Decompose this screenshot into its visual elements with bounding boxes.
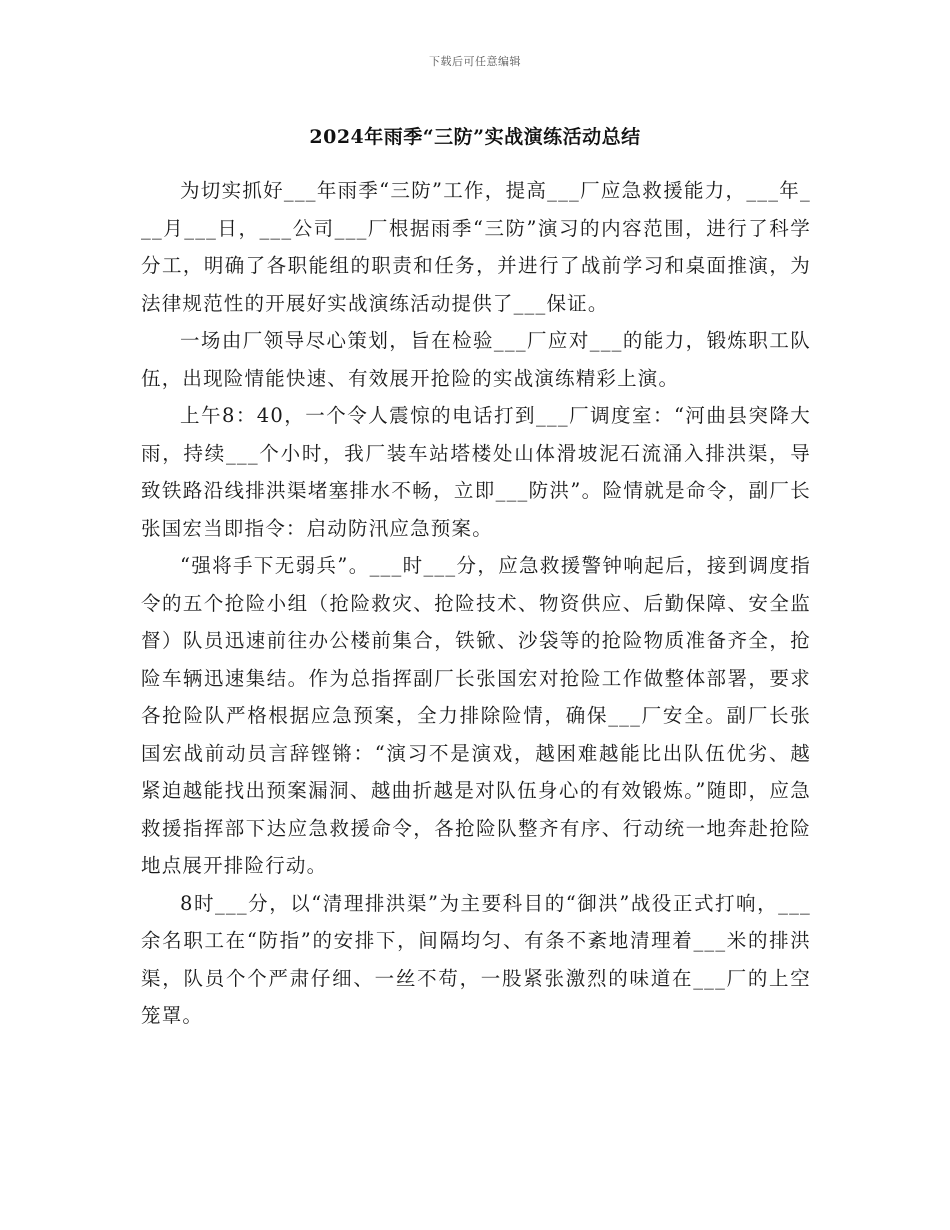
paragraph-1: 为切实抓好___年雨季“三防”工作，提高___厂应急救援能力，___年___月___日，___公司___厂根据雨季“三防”演习的内容范围，进行了科学分工，明确了各职能组的职责和任务，并进行了战前学习和桌面推演，为法律规范性的开展好实战演练活动提供了___保证。 — [141, 179, 811, 315]
paragraph-4: “强将手下无弱兵”。___时___分，应急救援警钟响起后，接到调度指令的五个抢险小组（抢险救灾、抢险技术、物资供应、后勤保障、安全监督）队员迅速前往办公楼前集合，铁锨、沙袋等的抢险物质准备齐全，抢险车辆迅速集结。作为总指挥副厂长张国宏对抢险工作做整体部署，要求各抢险队严格根据应急预案，全力排除险情，确保___厂安全。副厂长张国宏战前动员言辞铿锵：“演习不是演戏，越困难越能比出队伍优劣、越紧迫越能找出预案漏洞、越曲折越是对队伍身心的有效锻炼。”随即，应急救援指挥部下达应急救援命令，各抢险队整齐有序、行动统一地奔赴抢险地点展开排险行动。 — [141, 554, 811, 877]
paragraph-3: 上午8：40，一个令人震惊的电话打到___厂调度室：“河曲县突降大雨，持续___个小时，我厂装车站塔楼处山体滑坡泥石流涌入排洪渠，导致铁路沿线排洪渠堵塞排水不畅，立即___防洪”。险情就是命令，副厂长张国宏当即指令：启动防汛应急预案。 — [141, 404, 811, 540]
document-title: 2024年雨季“三防”实战演练活动总结 — [309, 126, 641, 148]
paragraph-5: 8时___分，以“清理排洪渠”为主要科目的“御洪”战役正式打响，___余名职工在“防指”的安排下，间隔均匀、有条不紊地清理着___米的排洪渠，队员个个严肃仔细、一丝不苟，一股紧张激烈的味道在___厂的上空笼罩。 — [141, 891, 811, 1027]
document-body — [141, 172, 811, 1035]
header-note: 下载后可任意编辑 — [429, 55, 521, 68]
paragraph-2: 一场由厂领导尽心策划，旨在检验___厂应对___的能力，锻炼职工队伍，出现险情能快速、有效展开抢险的实战演练精彩上演。 — [141, 329, 811, 390]
